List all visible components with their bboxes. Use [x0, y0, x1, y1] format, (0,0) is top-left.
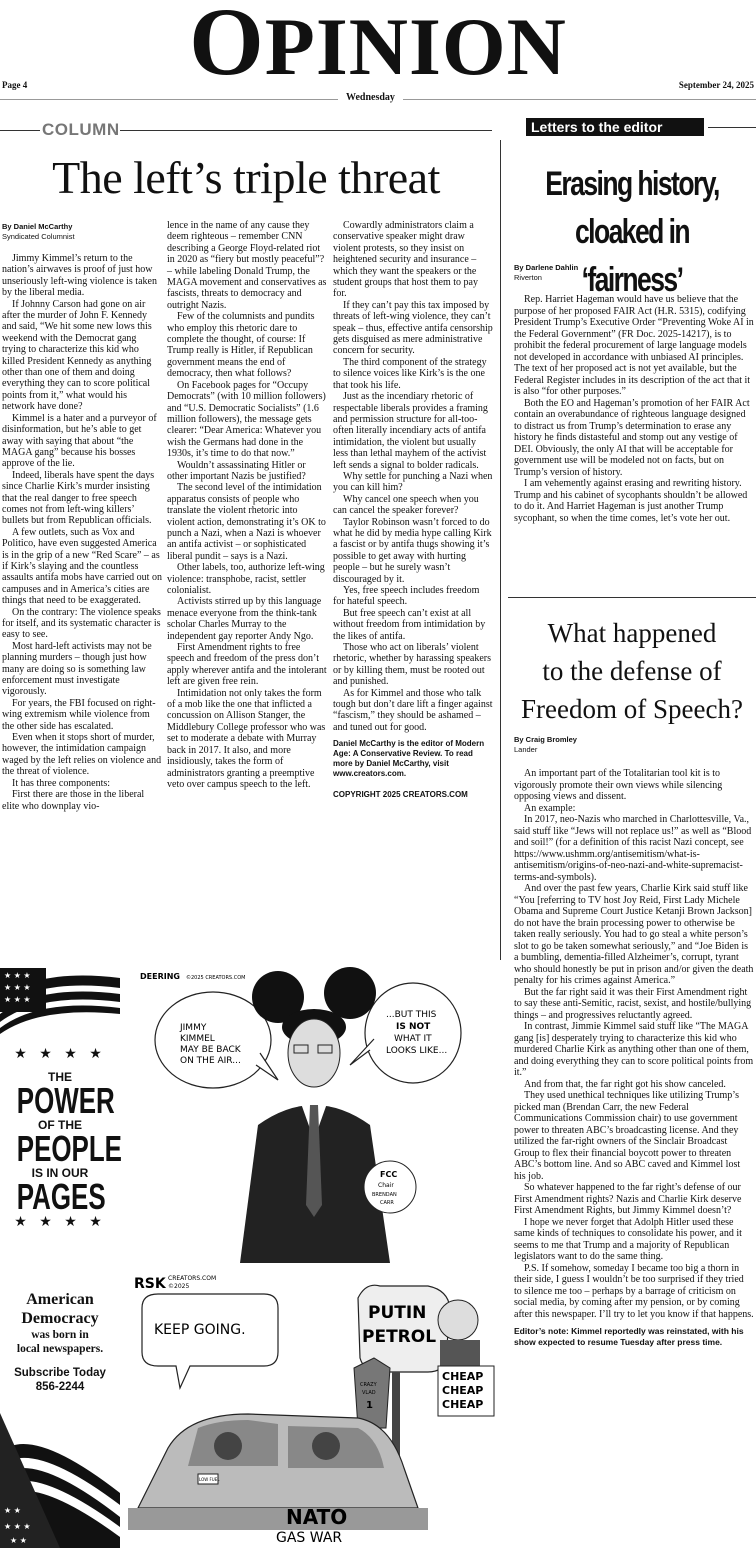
- paragraph: But free speech can’t exist at all without freedom from intimidation by the likes of antifa.: [333, 607, 486, 642]
- paragraph: The second level of the intimidation apparatus consists of people who translate the violent rhetoric into violent action, demonstrating it’s OK to punch a Nazi, when a Nazi is whoever an antifa activist – or sophisticated liberal pundit – says is a Nazi.: [167, 482, 326, 562]
- column-text-col2: [167, 220, 327, 790]
- headline-line: Erasing history,: [545, 165, 719, 203]
- paragraph: Few of the columnists and pundits who employ this rhetoric dare to complete the thought, of course: If Trump really is Hitler, if Republican government means the end of democracy, then what follows?: [167, 311, 315, 380]
- bubble-text: WHAT IT: [394, 1034, 432, 1044]
- svg-text:★ ★: ★ ★: [4, 1506, 21, 1515]
- letter2-author: By Craig Bromley: [514, 735, 577, 744]
- paragraph: Those who act on liberals’ violent rhetoric, whether by harassing speakers or by killing them, must be rooted out and punished.: [333, 642, 491, 688]
- letters-divider: [508, 597, 756, 598]
- paragraph: Intimidation not only takes the form of a mob like the one that inflicted a concussion on Allison Stanger, the Middlebury College professor who was set to moderate a debate with Murray back in 2017. It also, and more insidiously, takes the form of administrators granting a preemptive veto over campus speech to the left.: [167, 687, 326, 790]
- headline-line: cloaked in ‘fairness’: [574, 213, 690, 299]
- paragraph: P.S. If somehow, someday I became too big a thorn in their side, I guess I wouldn’t be too surprised if they tried to silence me too – perhaps by a barrage of criticism on social media, by coming after my pension, or by coming after this newspaper. I’ll try to let you know if that happens.: [514, 1262, 754, 1320]
- paragraph: They used unethical techniques like utilizing Trump’s picked man (Brendan Carr, the new Federal Communications Commission chair) to use government power to threaten ABC’s broadcasting license. And they utilized the far-right owners of the Sinclair Broadcast Group to flex their financial boycott power to threaten ABC’s bottom line. And so ABC caved and Kimmel lost his job.: [514, 1090, 741, 1182]
- letters-label-text: Letters to the editor: [526, 118, 704, 136]
- cartoon-caption: GAS WAR: [276, 1530, 343, 1546]
- badge-text: BRENDAN: [372, 1192, 397, 1198]
- price-text: CHEAP: [442, 1398, 484, 1411]
- svg-text:★ ★ ★: ★ ★ ★: [4, 983, 31, 992]
- column-author-role: Syndicated Columnist: [2, 231, 75, 241]
- copyright: COPYRIGHT 2025 CREATORS.COM: [333, 790, 468, 800]
- paragraph: Just as the incendiary rhetoric of respectable liberals provides a framing and permission structure for all-too-often literally incendiary acts of antifa intimidation, the violent but usually less than lethal mayhem of the activist left sends a signal to bolder radicals.: [333, 391, 488, 471]
- paragraph: Jimmy Kimmel’s return to the nation’s airwaves is proof of just how unseriously left-wing violence is taken by the liberal media.: [2, 253, 157, 299]
- letter2-headline: [508, 614, 756, 728]
- paragraph: If Johnny Carson had gone on air after the murder of John F. Kennedy and said, “We hit some new lows this weekend with the Democrat gang trying to characterize this kid who killed President Kennedy as anything other than one of them and doing everything they can to score political points from it,” what would his network have done?: [2, 298, 152, 413]
- paragraph: First Amendment rights to free speech and freedom of the press don’t apply wherever antifa and the intolerant left are given free rein.: [167, 642, 327, 688]
- mouse-ear-icon: [324, 967, 376, 1019]
- author-bio: Daniel McCarthy is the editor of Modern Age: A Conservative Review. To read more by Daniel McCarthy, visit www.creators.com.: [333, 739, 485, 779]
- paragraph: An important part of the Totalitarian tool kit is to vigorously promote their own views while silencing opposing views and dissent.: [514, 768, 723, 802]
- paragraph: On Facebook pages for “Occupy Democrats” (with 10 million followers) and “U.S. Democratic Socialists” (1.6 million followers), the message gets clearer: “Dear America: Whatever you wish the Germans had done in the 1930s, it’s time to do that now.”: [167, 379, 326, 460]
- low-fuel-gauge: LOW FUEL: [199, 1477, 220, 1482]
- shirt-text: 1: [366, 1400, 373, 1411]
- speech-bubble-right: [365, 983, 461, 1083]
- letter2-body: [514, 768, 754, 1348]
- column-divider: [500, 140, 501, 960]
- paragraph: And from that, the far right got his show canceled.: [524, 1078, 726, 1090]
- paragraph: Rep. Harriet Hageman would have us believe that the purpose of her proposed FAIR Act (H.R. 5315), codifying President Trump’s Executive Order “Preventing Woke AI in the Federal Government” (FR Doc. 2025-14217), is to prohibit the federal procurement of large language models not developed in accordance with unbiased AI principles. The text of her proposed act is not yet available, but the Federal Register includes in its description of the act that it is also “for other purposes.”: [514, 294, 754, 397]
- paragraph: A few outlets, such as Vox and Politico, have even suggested America is in the grip of a new “Red Scare” – as if Kirk’s slaying and the countless assaults antifa mobs have carried out on campuses and in America’s cities are things that need to be exaggerated.: [2, 526, 162, 607]
- paragraph: Why settle for punching a Nazi when you can kill him?: [333, 470, 493, 494]
- price-text: CHEAP: [442, 1370, 484, 1383]
- editorial-cartoon-gas-war: [128, 1268, 496, 1546]
- bubble-text: ON THE AIR...: [180, 1056, 241, 1066]
- ad-pages: PAGES: [16, 1176, 106, 1217]
- ad-slogan: [0, 1290, 120, 1408]
- letter2-location: Lander: [514, 744, 538, 754]
- paragraph: If they can’t pay this tax imposed by threats of left-wing violence, they can’t speak – thus, effective antifa censorship gets disguised as mere administrative concern for security.: [333, 299, 493, 357]
- nato-label: NATO: [286, 1505, 348, 1529]
- sign-text: PUTIN: [368, 1303, 427, 1323]
- paragraph: Even when it stops short of murder, however, the intimidation campaign waged by the left relies on violence and the threat of violence.: [2, 732, 162, 778]
- ad-slogan-line: was born in: [31, 1329, 89, 1341]
- page-number: Page 4: [2, 80, 28, 90]
- bubble-text: MAY BE BACK: [180, 1045, 241, 1055]
- letters-label: [512, 118, 756, 138]
- paragraph: Kimmel is a hater and a purveyor of disinformation, but he’s able to get away with saying that about “the MAGA gang” because his bosses approve of the lie.: [2, 412, 157, 470]
- column-label-text: COLUMN: [42, 120, 120, 139]
- paragraph: Most hard-left activists may not be planning murders – though just how many are doing so is something law enforcement must investigate vigorously.: [2, 640, 152, 698]
- bubble-text: IS NOT: [396, 1022, 431, 1032]
- column-author: By Daniel McCarthy: [2, 222, 73, 231]
- ad-of-the: OF THE: [38, 1118, 82, 1132]
- star-row-icon: ★ ★ ★ ★: [14, 1214, 106, 1230]
- power-of-the-people-logo: [0, 1046, 120, 1230]
- ad-power: POWER: [16, 1080, 115, 1121]
- ad-slogan-line: local newspapers.: [16, 1343, 104, 1355]
- cartoon2-credit: CREATORS.COM: [168, 1275, 217, 1282]
- column-byline: [2, 222, 162, 242]
- paragraph: Wouldn’t assassinating Hitler or other important Nazis be justified?: [167, 459, 306, 482]
- paragraph: The third component of the strategy to silence voices like Kirk’s is the one that took his life.: [333, 356, 487, 391]
- flag-illustration-bottom: [0, 1393, 120, 1548]
- paragraph: It has three components:: [12, 777, 111, 789]
- column-text-col3: [333, 220, 493, 801]
- letter1-body: [514, 294, 754, 524]
- paragraph: Other labels, too, authorize left-wing violence: transphobe, racist, settler colonialist.: [167, 562, 325, 596]
- paragraph: Cowardly administrators claim a conservative speaker might draw violent protests, so they insist on heightened security and insurance – which they want the speakers or the student groups that host them to pay for.: [333, 220, 478, 300]
- letter1-location: Riverton: [514, 272, 542, 282]
- ad-slogan-line: American: [26, 1291, 94, 1308]
- cartoon2-credit: ©2025: [168, 1283, 190, 1290]
- svg-text:★ ★ ★: ★ ★ ★: [4, 995, 31, 1004]
- paragraph: I hope we never forget that Adolph Hitler used these same kinds of techniques to consolidate his power, and it seems to me that Trump and a majority of Republican legislators want to do the same thing.: [514, 1216, 742, 1262]
- paragraph: lence in the name of any cause they deem righteous – remember CNN describing a George Floyd-related riot in 2020 as “fiery but mostly peaceful”? – while labeling Donald Trump, the MAGA movement and conservatives as fascists, threats to democracy and outright Nazis.: [167, 220, 327, 311]
- svg-text:★ ★ ★: ★ ★ ★: [4, 971, 31, 980]
- paragraph: And over the past few years, Charlie Kirk said stuff like “You [referring to TV host Joy Reid, First Lady Michele Obama and Supreme Court Justice Ketanji Brown Jackson] do not have the brain processing power to otherwise be taken really seriously. You had to go steal a white person’s slot to go be taken somewhat seriously,” and “Joe Biden is a bumbling, dementia-filled Alzheimer’s, corrupt, tyrant who should honestly be put in prison and/or given the death penalty for his crimes against America.”: [514, 883, 754, 986]
- column-label: [0, 120, 120, 140]
- bubble-text: KIMMEL: [180, 1034, 215, 1044]
- masthead: [0, 0, 756, 103]
- flag-illustration-top: [0, 968, 120, 1048]
- star-row-icon: ★ ★ ★ ★: [14, 1046, 106, 1062]
- ad-phone[interactable]: 856-2244: [35, 1381, 85, 1393]
- cartoon1-signature: DEERING: [140, 972, 180, 981]
- headline-line: to the defense of: [542, 656, 722, 686]
- badge-text: FCC: [380, 1170, 398, 1179]
- issue-day: Wednesday: [338, 92, 403, 103]
- paragraph: I am vehemently against erasing and rewriting history. Trump and his cabinet of sycophants shouldn’t be allowed to do it. And Harriet Hageman is just another Trump sycophant, so when the time comes, let’s vote her out.: [514, 478, 748, 524]
- bubble-text: JIMMY: [180, 1023, 207, 1033]
- section-title: OPINION: [189, 0, 567, 95]
- paragraph: Both the EO and Hageman’s promotion of her FAIR Act contain an overabundance of righteous language designed to distract us from Trump’s determination to erase any history he finds distasteful and stomp out any vestige of DEI. Obviously, the only AI that will be acceptable for government use will be modeled not on facts, but on Trump’s version of history.: [514, 397, 750, 478]
- letters-label-rule: [708, 127, 756, 128]
- ad-people: PEOPLE: [16, 1128, 122, 1169]
- svg-text:★ ★ ★: ★ ★ ★: [4, 1522, 31, 1531]
- cartoon2-signature: RSK: [134, 1276, 166, 1292]
- column-headline: The left’s triple threat: [52, 152, 440, 203]
- shirt-text: VLAD: [362, 1390, 376, 1396]
- column-top-rule: [120, 130, 492, 131]
- paragraph: Indeed, liberals have spent the days since Charlie Kirk’s murder insisting that the real danger to free speech comes not from left-wing killers’ bullets but from Republican officials.: [2, 469, 155, 527]
- ad-is-in-our: IS IN OUR: [31, 1166, 89, 1180]
- paragraph: So whatever happened to the far right’s defense of our First Amendment rights? Nazis and Charlie Kirk deserve First Amendment Rights, but Jimmy Kimmel doesn’t?: [514, 1182, 742, 1216]
- paragraph: But the far right said it was their First Amendment right to say these anti-Semitic, racist, sexist, and hostile/bullying things – and progressives reluctantly agreed.: [514, 986, 752, 1021]
- paragraph: Why cancel one speech when you can cancel the speaker forever?: [333, 493, 479, 517]
- paragraph: Taylor Robinson wasn’t forced to do what he did by media hype calling Kirk a fascist or by antifa thugs showing it’s possible to get away with hurting people – but he surely wasn’t discouraged by it.: [333, 516, 492, 585]
- bubble-text: ...BUT THIS: [386, 1010, 437, 1020]
- ad-subscribe[interactable]: Subscribe Today: [14, 1367, 106, 1379]
- ad-the: THE: [48, 1070, 72, 1084]
- paragraph: For years, the FBI focused on right-wing extremism while violence from the other side has escalated.: [2, 697, 156, 732]
- sign-text: PETROL: [362, 1327, 437, 1347]
- paragraph: In 2017, neo-Nazis who marched in Charlottesville, Va., said stuff like “Jews will not replace us!” as well as “Blood and soil!” (for a definition of this racist Nazi concept, see https://www.ushmm.org/antisemitism/what-is-antisemitism/origins-of-neo-nazi-and-white-supremacist-terms-and-symbols).: [514, 814, 752, 883]
- svg-text:★ ★: ★ ★: [10, 1536, 27, 1545]
- issue-date: September 24, 2025: [678, 80, 754, 90]
- column-text-col1: [2, 253, 162, 812]
- paragraph: An example:: [524, 802, 576, 814]
- letter1-author: By Darlene Dahlin: [514, 263, 579, 272]
- badge-text: Chair: [378, 1182, 394, 1189]
- ad-slogan-line: Democracy: [21, 1310, 99, 1327]
- paragraph: Yes, free speech includes freedom for hateful speech.: [333, 585, 480, 608]
- letter2-byline: [514, 735, 754, 755]
- headline-line: Freedom of Speech?: [521, 694, 743, 724]
- editor-note: Editor’s note: Kimmel reportedly was reinstated, with his show expected to resume Tuesday after press time.: [514, 1326, 744, 1347]
- paragraph: As for Kimmel and those who talk tough but don’t dare lift a finger against “fascism,” they should be ashamed – and tuned out for good.: [333, 687, 493, 733]
- shirt-text: CRAZY: [360, 1382, 377, 1388]
- column-label-rule: [0, 130, 40, 131]
- paragraph: On the contrary: The violence speaks for itself, and its systematic character is easy to see.: [2, 606, 161, 641]
- paragraph: Activists stirred up by this language menace everyone from the think-tank scholar Charles Murray to the independent gay reporter Andy Ngo.: [167, 596, 322, 642]
- bubble-text: KEEP GOING.: [154, 1322, 246, 1338]
- cartoon1-credit: ©2025 CREATORS.COM: [186, 975, 246, 981]
- paragraph: First there are those in the liberal elite who downplay vio-: [2, 789, 145, 812]
- price-text: CHEAP: [442, 1384, 484, 1397]
- paragraph: In contrast, Jimmie Kimmel said stuff like “The MAGA gang [is] desperately trying to characterize this kid who murdered Charlie Kirk as anything other than one of them, and doing everything they can to score political points from it.”: [514, 1021, 754, 1078]
- headline-line: What happened: [547, 618, 717, 648]
- subscription-ad[interactable]: [0, 968, 120, 1548]
- editorial-cartoon-kimmel: [128, 965, 496, 1263]
- bubble-text: LOOKS LIKE...: [386, 1046, 448, 1056]
- badge-text: CARR: [380, 1200, 394, 1206]
- letter1-byline: [514, 263, 754, 283]
